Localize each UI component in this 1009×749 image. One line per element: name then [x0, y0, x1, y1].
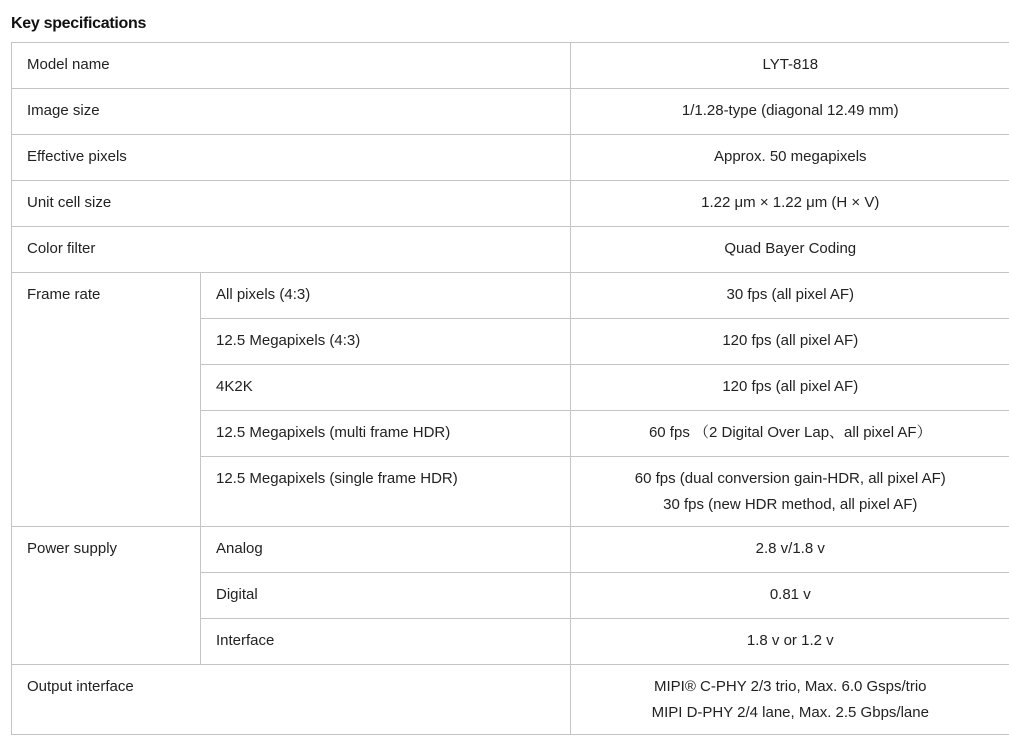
power-supply-value: 0.81 v	[571, 573, 1009, 619]
row-value-effective-pixels: Approx. 50 megapixels	[571, 135, 1009, 181]
power-supply-type: Analog	[201, 527, 571, 573]
frame-rate-value: 30 fps (all pixel AF)	[571, 273, 1009, 319]
row-label-model-name: Model name	[12, 43, 571, 89]
table-row	[12, 43, 1009, 89]
row-label-effective-pixels: Effective pixels	[12, 135, 571, 181]
power-supply-value: 2.8 v/1.8 v	[571, 527, 1009, 573]
row-label-output-interface: Output interface	[12, 665, 571, 735]
frame-rate-value-line: 30 fps (new HDR method, all pixel AF)	[663, 496, 918, 513]
frame-rate-value-line: 60 fps (dual conversion gain-HDR, all pixel AF)	[634, 470, 946, 487]
output-interface-line: MIPI® C-PHY 2/3 trio, Max. 6.0 Gsps/trio	[654, 678, 927, 695]
row-value-unit-cell-size: 1.22 μm × 1.22 μm (H × V)	[571, 181, 1009, 227]
frame-rate-value	[571, 457, 1009, 527]
power-supply-type: Digital	[201, 573, 571, 619]
frame-rate-mode: 12.5 Megapixels (4:3)	[201, 319, 571, 365]
specifications-table	[11, 42, 1009, 735]
power-supply-value: 1.8 v or 1.2 v	[571, 619, 1009, 665]
row-value-output-interface	[571, 665, 1009, 735]
table-row	[12, 135, 1009, 181]
frame-rate-mode: All pixels (4:3)	[201, 273, 571, 319]
frame-rate-value: 120 fps (all pixel AF)	[571, 365, 1009, 411]
table-row	[12, 227, 1009, 273]
row-label-frame-rate: Frame rate	[12, 273, 201, 527]
row-value-model-name: LYT-818	[571, 43, 1009, 89]
table-row	[12, 89, 1009, 135]
frame-rate-mode: 12.5 Megapixels (single frame HDR)	[201, 457, 571, 527]
frame-rate-mode: 4K2K	[201, 365, 571, 411]
frame-rate-mode: 12.5 Megapixels (multi frame HDR)	[201, 411, 571, 457]
table-row	[12, 527, 1009, 573]
output-interface-line: MIPI D-PHY 2/4 lane, Max. 2.5 Gbps/lane	[651, 704, 929, 721]
row-label-unit-cell-size: Unit cell size	[12, 181, 571, 227]
row-label-color-filter: Color filter	[12, 227, 571, 273]
frame-rate-value: 120 fps (all pixel AF)	[571, 319, 1009, 365]
row-label-image-size: Image size	[12, 89, 571, 135]
row-value-color-filter: Quad Bayer Coding	[571, 227, 1009, 273]
frame-rate-value: 60 fps （2 Digital Over Lap、all pixel AF）	[571, 411, 1009, 457]
power-supply-type: Interface	[201, 619, 571, 665]
row-label-power-supply: Power supply	[12, 527, 201, 665]
table-row	[12, 273, 1009, 319]
table-row	[12, 181, 1009, 227]
table-row	[12, 665, 1009, 735]
row-value-image-size: 1/1.28-type (diagonal 12.49 mm)	[571, 89, 1009, 135]
section-heading: Key specifications	[11, 15, 147, 32]
